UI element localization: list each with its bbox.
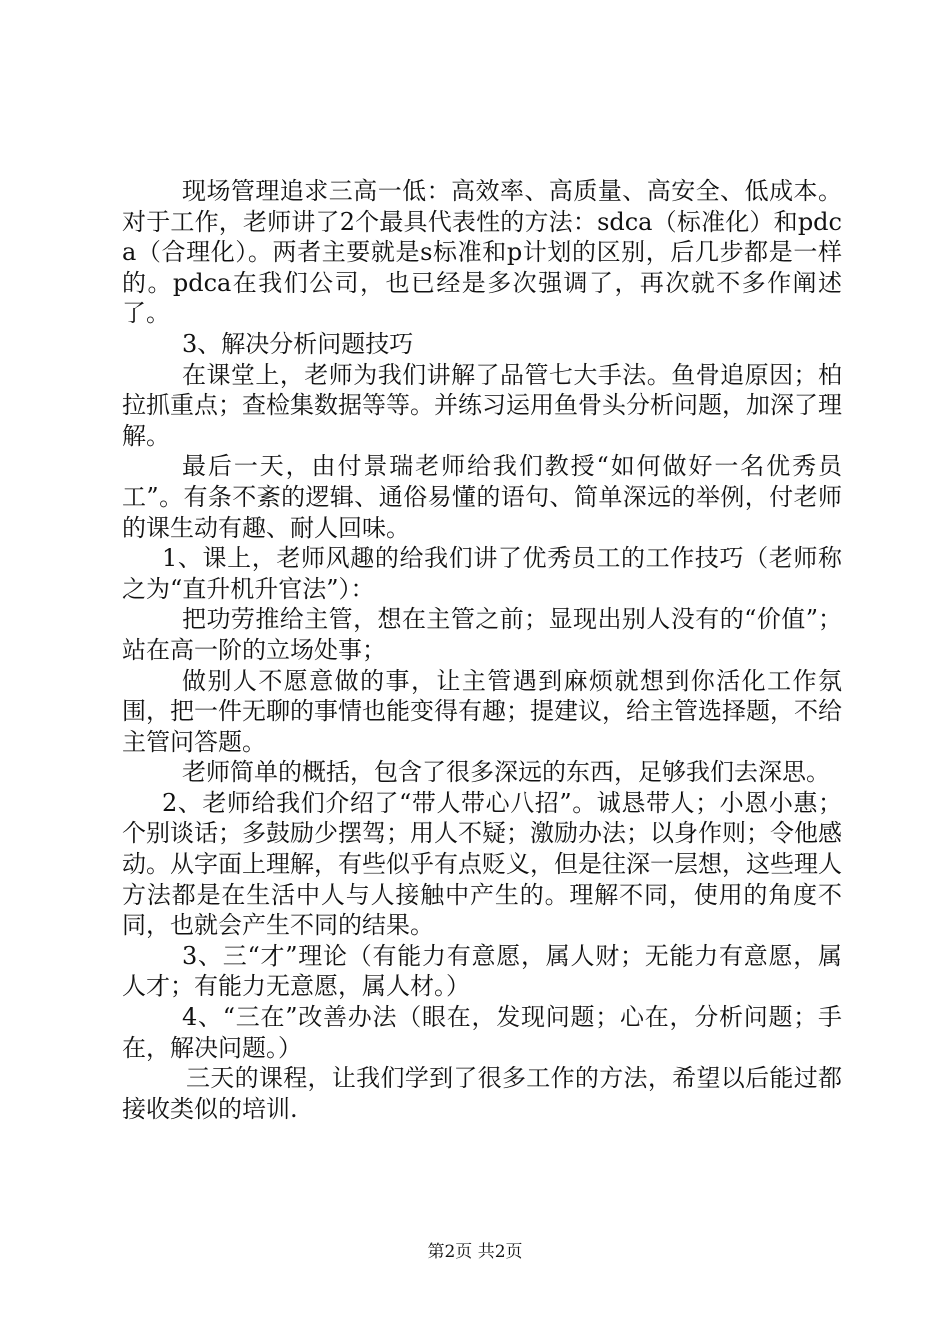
- paragraph-item-4: 4、“三在”改善办法（眼在，发现问题；心在，分析问题；手在，解决问题。）: [122, 1003, 842, 1062]
- paragraph-item-2: 2、老师给我们介绍了“带人带心八招”。诚恳带人；小恩小惠；个别谈话；多鼓励少摆驾；用人不疑；激励办法；以身作则；令他感动。从字面上理解，有些似乎有点贬义，但是往深一层想，这些理人方法都是在生活中人与人接触中产生的。理解不同，使用的角度不同，也就会产生不同的结果。: [122, 788, 842, 940]
- paragraph-do-hard-things: 做别人不愿意做的事，让主管遇到麻烦就想到你活化工作氛围，把一件无聊的事情也能变得有趣；提建议，给主管选择题，不给主管问答题。: [122, 666, 842, 756]
- paragraph-item-3: 3、三“才”理论（有能力有意愿，属人财；无能力有意愿，属人才；有能力无意愿，属人材。）: [122, 941, 842, 1001]
- paragraph-summary-thought: 老师简单的概括，包含了很多深远的东西，足够我们去深思。: [182, 758, 830, 787]
- paragraph-item-1: 1、课上，老师风趣的给我们讲了优秀员工的工作技巧（老师称之为“直升机升官法”）：: [122, 544, 842, 603]
- paragraph-seven-tools: 在课堂上，老师为我们讲解了品管七大手法。鱼骨追原因；柏拉抓重点；查检集数据等等。并练习运用鱼骨头分析问题，加深了理解。: [122, 360, 842, 450]
- page-footer: 第2页 共2页: [427, 1242, 523, 1262]
- heading-problem-solving: 3、解决分析问题技巧: [182, 329, 414, 358]
- paragraph-site-management: 现场管理追求三高一低：高效率、高质量、高安全、低成本。对于工作，老师讲了2个最具代表性的方法：sdca（标准化）和pdca（合理化）。两者主要就是s标准和p计划的区别，后几步都是一样的。pdca在我们公司，也已经是多次强调了，再次就不多作阐述了。: [122, 177, 842, 328]
- paragraph-conclusion: 三天的课程，让我们学到了很多工作的方法，希望以后能过都接收类似的培训.: [122, 1064, 842, 1123]
- paragraph-last-day: 最后一天，由付景瑞老师给我们教授“如何做好一名优秀员工”。有条不紊的逻辑、通俗易懂的语句、简单深远的举例，付老师的课生动有趣、耐人回味。: [122, 452, 842, 542]
- paragraph-credit-to-manager: 把功劳推给主管，想在主管之前；显现出别人没有的“价值”；站在高一阶的立场处事；: [122, 605, 842, 664]
- document-body: [122, 176, 842, 1124]
